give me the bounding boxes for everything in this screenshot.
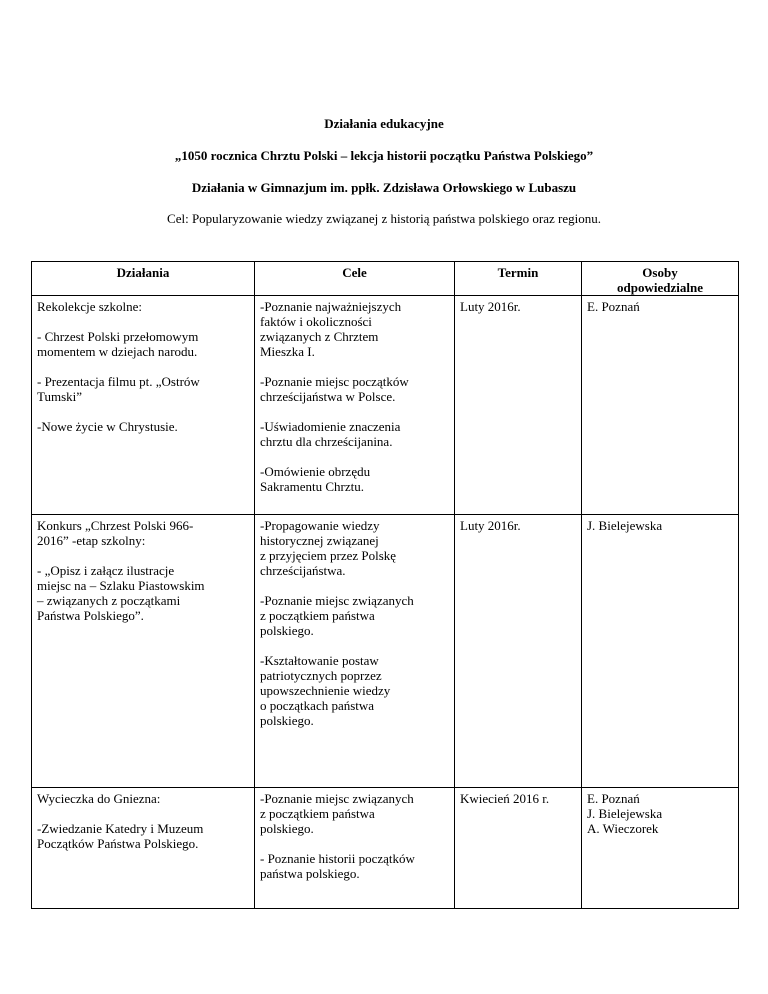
goals-cell (255, 515, 455, 788)
actions-cell (32, 296, 255, 515)
persons-cell: E. Poznań (582, 296, 739, 515)
header-actions: Działania (32, 262, 255, 296)
term-cell: Kwiecień 2016 r. (455, 788, 582, 909)
action-item: - Prezentacja filmu pt. „Ostrów Tumski” (37, 374, 200, 404)
header-goals: Cele (255, 262, 455, 296)
goal-item: - Poznanie historii początków państwa polskiego. (260, 851, 415, 881)
goal-item: -Poznanie miejsc związanych z początkiem państwa polskiego. (260, 593, 414, 638)
goal-item: -Poznanie miejsc związanych z początkiem państwa polskiego. (260, 791, 414, 836)
document-title: Działania edukacyjne (324, 116, 444, 131)
action-item: - „Opisz i załącz ilustracje miejsc na – Szlaku Piastowskim – związanych z początkami Państwa Polskiego”. (37, 563, 205, 623)
action-item: Konkurs „Chrzest Polski 966- 2016” -etap szkolny: (37, 518, 194, 548)
goals-cell (255, 788, 455, 909)
document-subtitle: „1050 rocznica Chrztu Polski – lekcja historii początku Państwa Polskiego” (174, 148, 594, 163)
action-item: Wycieczka do Gniezna: (37, 791, 161, 806)
term-cell: Luty 2016r. (455, 296, 582, 515)
table-row (32, 515, 739, 788)
persons-cell: J. Bielejewska (582, 515, 739, 788)
action-item: -Zwiedzanie Katedry i Muzeum Początków Państwa Polskiego. (37, 821, 204, 851)
header-term: Termin (455, 262, 582, 296)
action-item: Rekolekcje szkolne: (37, 299, 143, 314)
term-cell: Luty 2016r. (455, 515, 582, 788)
goal-item: -Omówienie obrzędu Sakramentu Chrztu. (260, 464, 371, 494)
actions-cell (32, 515, 255, 788)
action-item: - Chrzest Polski przełomowym momentem w dziejach narodu. (37, 329, 199, 359)
goal-item: -Propagowanie wiedzy historycznej związanej z przyjęciem przez Polskę chrześcijaństwa. (260, 518, 397, 578)
persons-cell: E. Poznań J. Bielejewska A. Wieczorek (582, 788, 739, 909)
goal-item: -Kształtowanie postaw patriotycznych poprzez upowszechnienie wiedzy o początkach państwa polskiego. (260, 653, 391, 728)
header-persons: Osoby odpowiedzialne (582, 262, 739, 296)
goal-line: Cel: Popularyzowanie wiedzy związanej z historią państwa polskiego oraz regionu. (167, 211, 601, 226)
goal-item: -Uświadomienie znaczenia chrztu dla chrześcijanina. (260, 419, 401, 449)
activities-table (31, 261, 739, 909)
table-header-row (32, 262, 739, 296)
goal-item: -Poznanie miejsc początków chrześcijaństwa w Polsce. (260, 374, 409, 404)
goal-item: -Poznanie najważniejszych faktów i okoliczności związanych z Chrztem Mieszka I. (260, 299, 402, 359)
table-row (32, 788, 739, 909)
school-line: Działania w Gimnazjum im. ppłk. Zdzisława Orłowskiego w Lubaszu (191, 180, 577, 195)
action-item: -Nowe życie w Chrystusie. (37, 419, 178, 434)
actions-cell (32, 788, 255, 909)
table-row (32, 296, 739, 515)
goals-cell (255, 296, 455, 515)
